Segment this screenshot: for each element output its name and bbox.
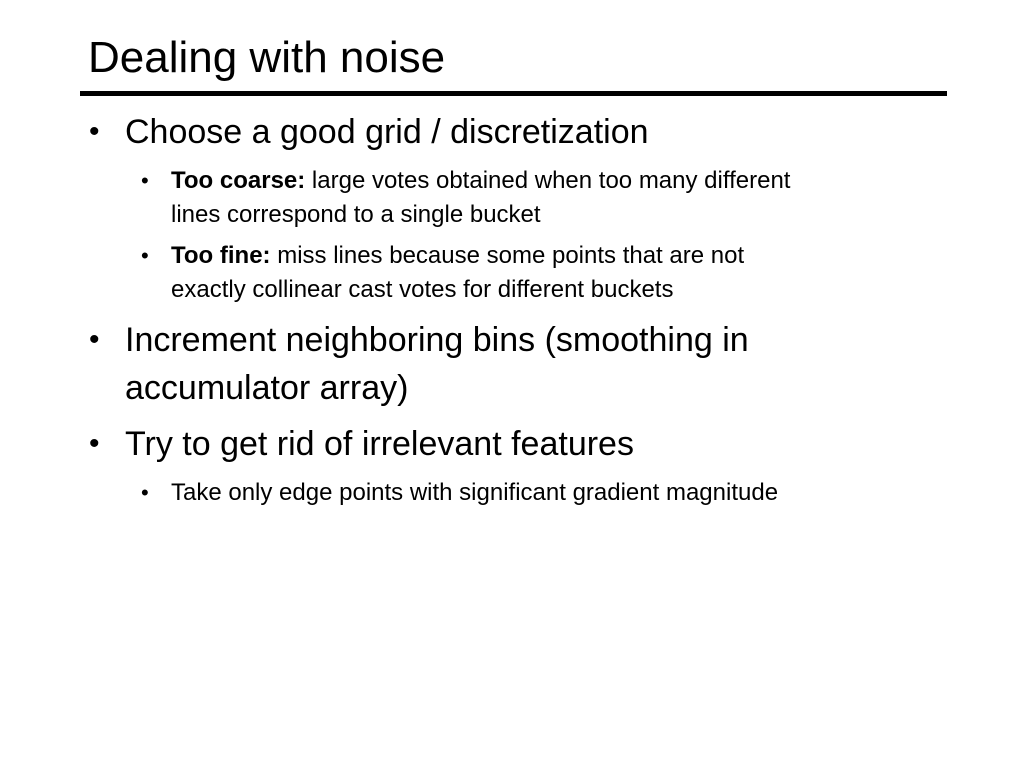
- bullet-increment-bins: [89, 316, 749, 412]
- bullet-text: Try to get rid of irrelevant features: [125, 425, 634, 463]
- slide-title: Dealing with noise: [88, 33, 446, 82]
- sub-bullet-text: Take only edge points with significant gradient magnitude: [171, 479, 779, 506]
- sub-bullet-dot: •: [141, 168, 149, 193]
- sub-bullet-edge-points: [141, 476, 779, 510]
- bullet-dot: •: [89, 427, 100, 460]
- bullet-choose-grid: [89, 108, 649, 156]
- bullet-irrelevant-features: [89, 420, 634, 468]
- bullet-text-line-1: Increment neighboring bins (smoothing in: [125, 321, 749, 359]
- bullet-text-line-2: accumulator array): [125, 369, 409, 407]
- sub-bullet-text-line-2: lines correspond to a single bucket: [171, 201, 541, 228]
- sub-bullet-dot: •: [141, 243, 149, 268]
- sub-bullet-text-line-1: large votes obtained when too many different: [305, 167, 791, 194]
- sub-bullet-label: Too fine:: [171, 242, 271, 269]
- sub-bullet-too-coarse: [141, 164, 791, 232]
- bullet-text: Choose a good grid / discretization: [125, 113, 649, 151]
- sub-bullet-text-line-1: miss lines because some points that are not: [270, 242, 745, 269]
- sub-bullet-label: Too coarse:: [171, 167, 306, 194]
- bullet-dot: •: [89, 115, 100, 148]
- sub-bullet-too-fine: [141, 239, 745, 307]
- bullet-dot: •: [89, 323, 100, 356]
- sub-bullet-dot: •: [141, 480, 149, 505]
- sub-bullet-text-line-2: exactly collinear cast votes for different buckets: [171, 276, 674, 303]
